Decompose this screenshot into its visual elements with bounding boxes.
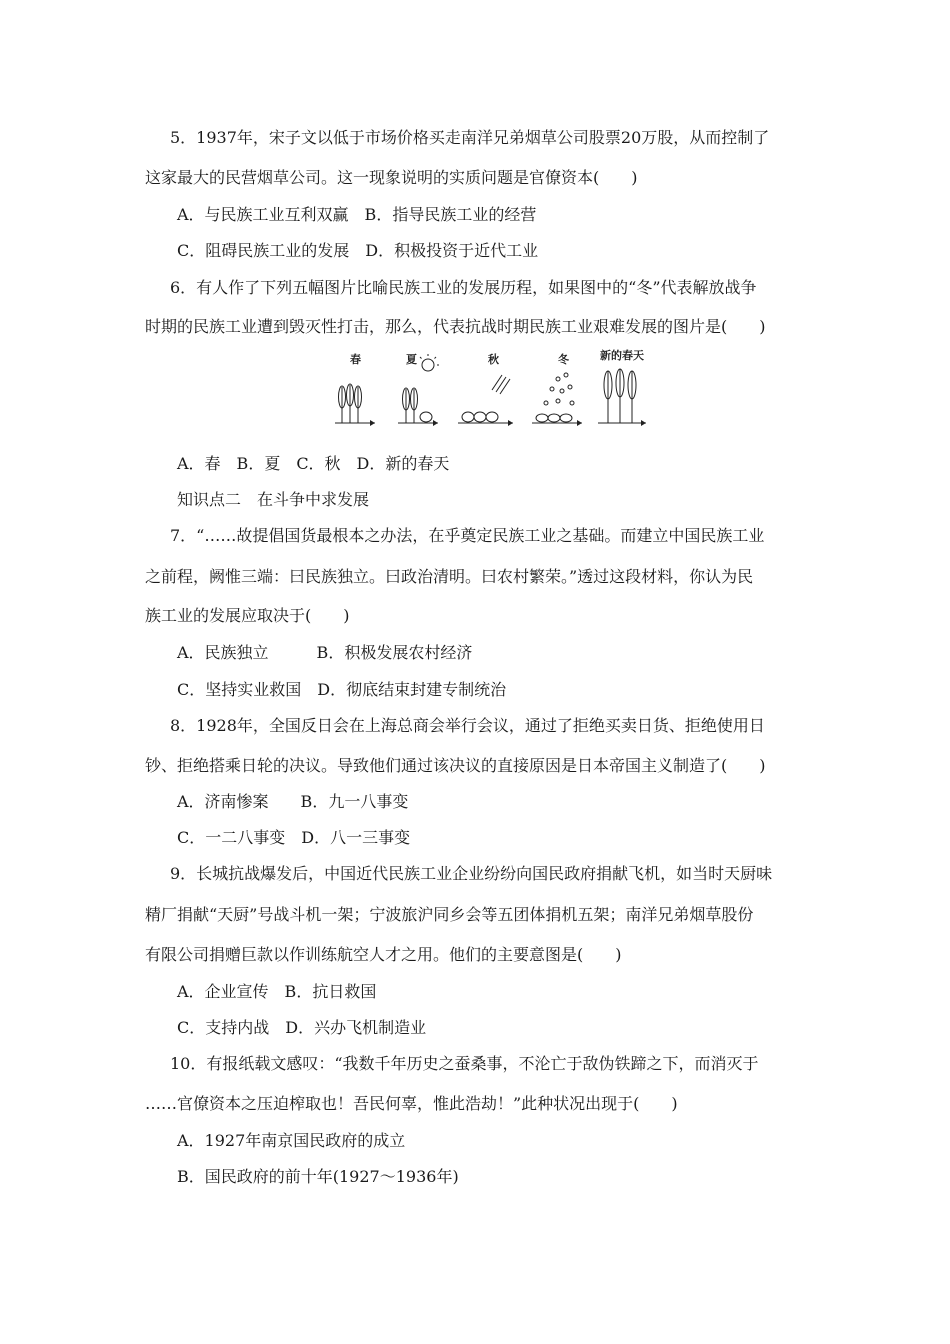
figure-label-spring: 春 — [350, 353, 361, 366]
q8-stem-line1: 8．1928年，全国反日会在上海总商会举行会议，通过了拒绝买卖日货、拒绝使用日 — [170, 716, 765, 735]
seasons-figure — [330, 345, 650, 435]
q7-stem-line3: 族工业的发展应取决于( ) — [145, 606, 350, 625]
figure-label-winter: 冬 — [558, 353, 569, 366]
q5-options-cd: C．阻碍民族工业的发展 D．积极投资于近代工业 — [177, 241, 539, 260]
q7-stem-line2: 之前程，阙惟三端：曰民族独立。曰政治清明。曰农村繁荣。”透过这段材料，你认为民 — [145, 567, 754, 586]
q10-stem-line2: ……官僚资本之压迫榨取也！吾民何辜，惟此浩劫！”此种状况出现于( ) — [145, 1094, 678, 1113]
q9-options-ab: A．企业宣传 B．抗日救国 — [177, 982, 377, 1001]
q6-options: A．春 B．夏 C．秋 D．新的春天 — [177, 454, 450, 473]
panel-winter — [532, 352, 582, 426]
q7-options-ab: A．民族独立 B．积极发展农村经济 — [177, 643, 473, 662]
q10-option-a: A．1927年南京国民政府的成立 — [177, 1131, 406, 1150]
panel-new-spring — [598, 348, 646, 426]
panel-autumn — [458, 352, 513, 426]
q10-option-b: B．国民政府的前十年(1927～1936年) — [177, 1167, 459, 1186]
q10-stem-line1: 10．有报纸载文感叹：“我数千年历史之蚕桑事，不沦亡于敌伪铁蹄之下，而消灭于 — [170, 1054, 759, 1073]
panel-summer — [398, 352, 439, 426]
figure-label-new-spring: 新的春天 — [600, 349, 644, 362]
q5-stem-line1: 5．1937年，宋子文以低于市场价格买走南洋兄弟烟草公司股票20万股，从而控制了 — [170, 128, 770, 147]
q6-stem-line1: 6．有人作了下列五幅图片比喻民族工业的发展历程，如果图中的“冬”代表解放战争 — [170, 278, 757, 297]
q8-options-ab: A．济南惨案 B．九一八事变 — [177, 792, 409, 811]
q8-options-cd: C．一二八事变 D．八一三事变 — [177, 828, 411, 847]
section-heading: 知识点二 在斗争中求发展 — [177, 490, 370, 509]
q9-options-cd: C．支持内战 D．兴办飞机制造业 — [177, 1018, 427, 1037]
figure-label-autumn: 秋 — [488, 353, 499, 366]
q7-stem-line1: 7．“……故提倡国货最根本之办法，在乎奠定民族工业之基础。而建立中国民族工业 — [170, 526, 765, 545]
q5-stem-line2: 这家最大的民营烟草公司。这一现象说明的实质问题是官僚资本( ) — [145, 168, 638, 187]
q9-stem-line2: 精厂捐献“天厨”号战斗机一架；宁波旅沪同乡会等五团体捐机五架；南洋兄弟烟草股份 — [145, 905, 754, 924]
panel-spring — [335, 352, 375, 426]
q6-stem-line2: 时期的民族工业遭到毁灭性打击，那么，代表抗战时期民族工业艰难发展的图片是( ) — [145, 317, 766, 336]
q8-stem-line2: 钞、拒绝搭乘日轮的决议。导致他们通过该决议的直接原因是日本帝国主义制造了( ) — [145, 756, 766, 775]
q5-options-ab: A．与民族工业互利双赢 B．指导民族工业的经营 — [177, 205, 537, 224]
q7-options-cd: C．坚持实业救国 D．彻底结束封建专制统治 — [177, 680, 507, 699]
q9-stem-line3: 有限公司捐赠巨款以作训练航空人才之用。他们的主要意图是( ) — [145, 945, 622, 964]
q9-stem-line1: 9．长城抗战爆发后，中国近代民族工业企业纷纷向国民政府捐献飞机，如当时天厨味 — [170, 864, 773, 883]
figure-label-summer: 夏 — [406, 353, 417, 366]
